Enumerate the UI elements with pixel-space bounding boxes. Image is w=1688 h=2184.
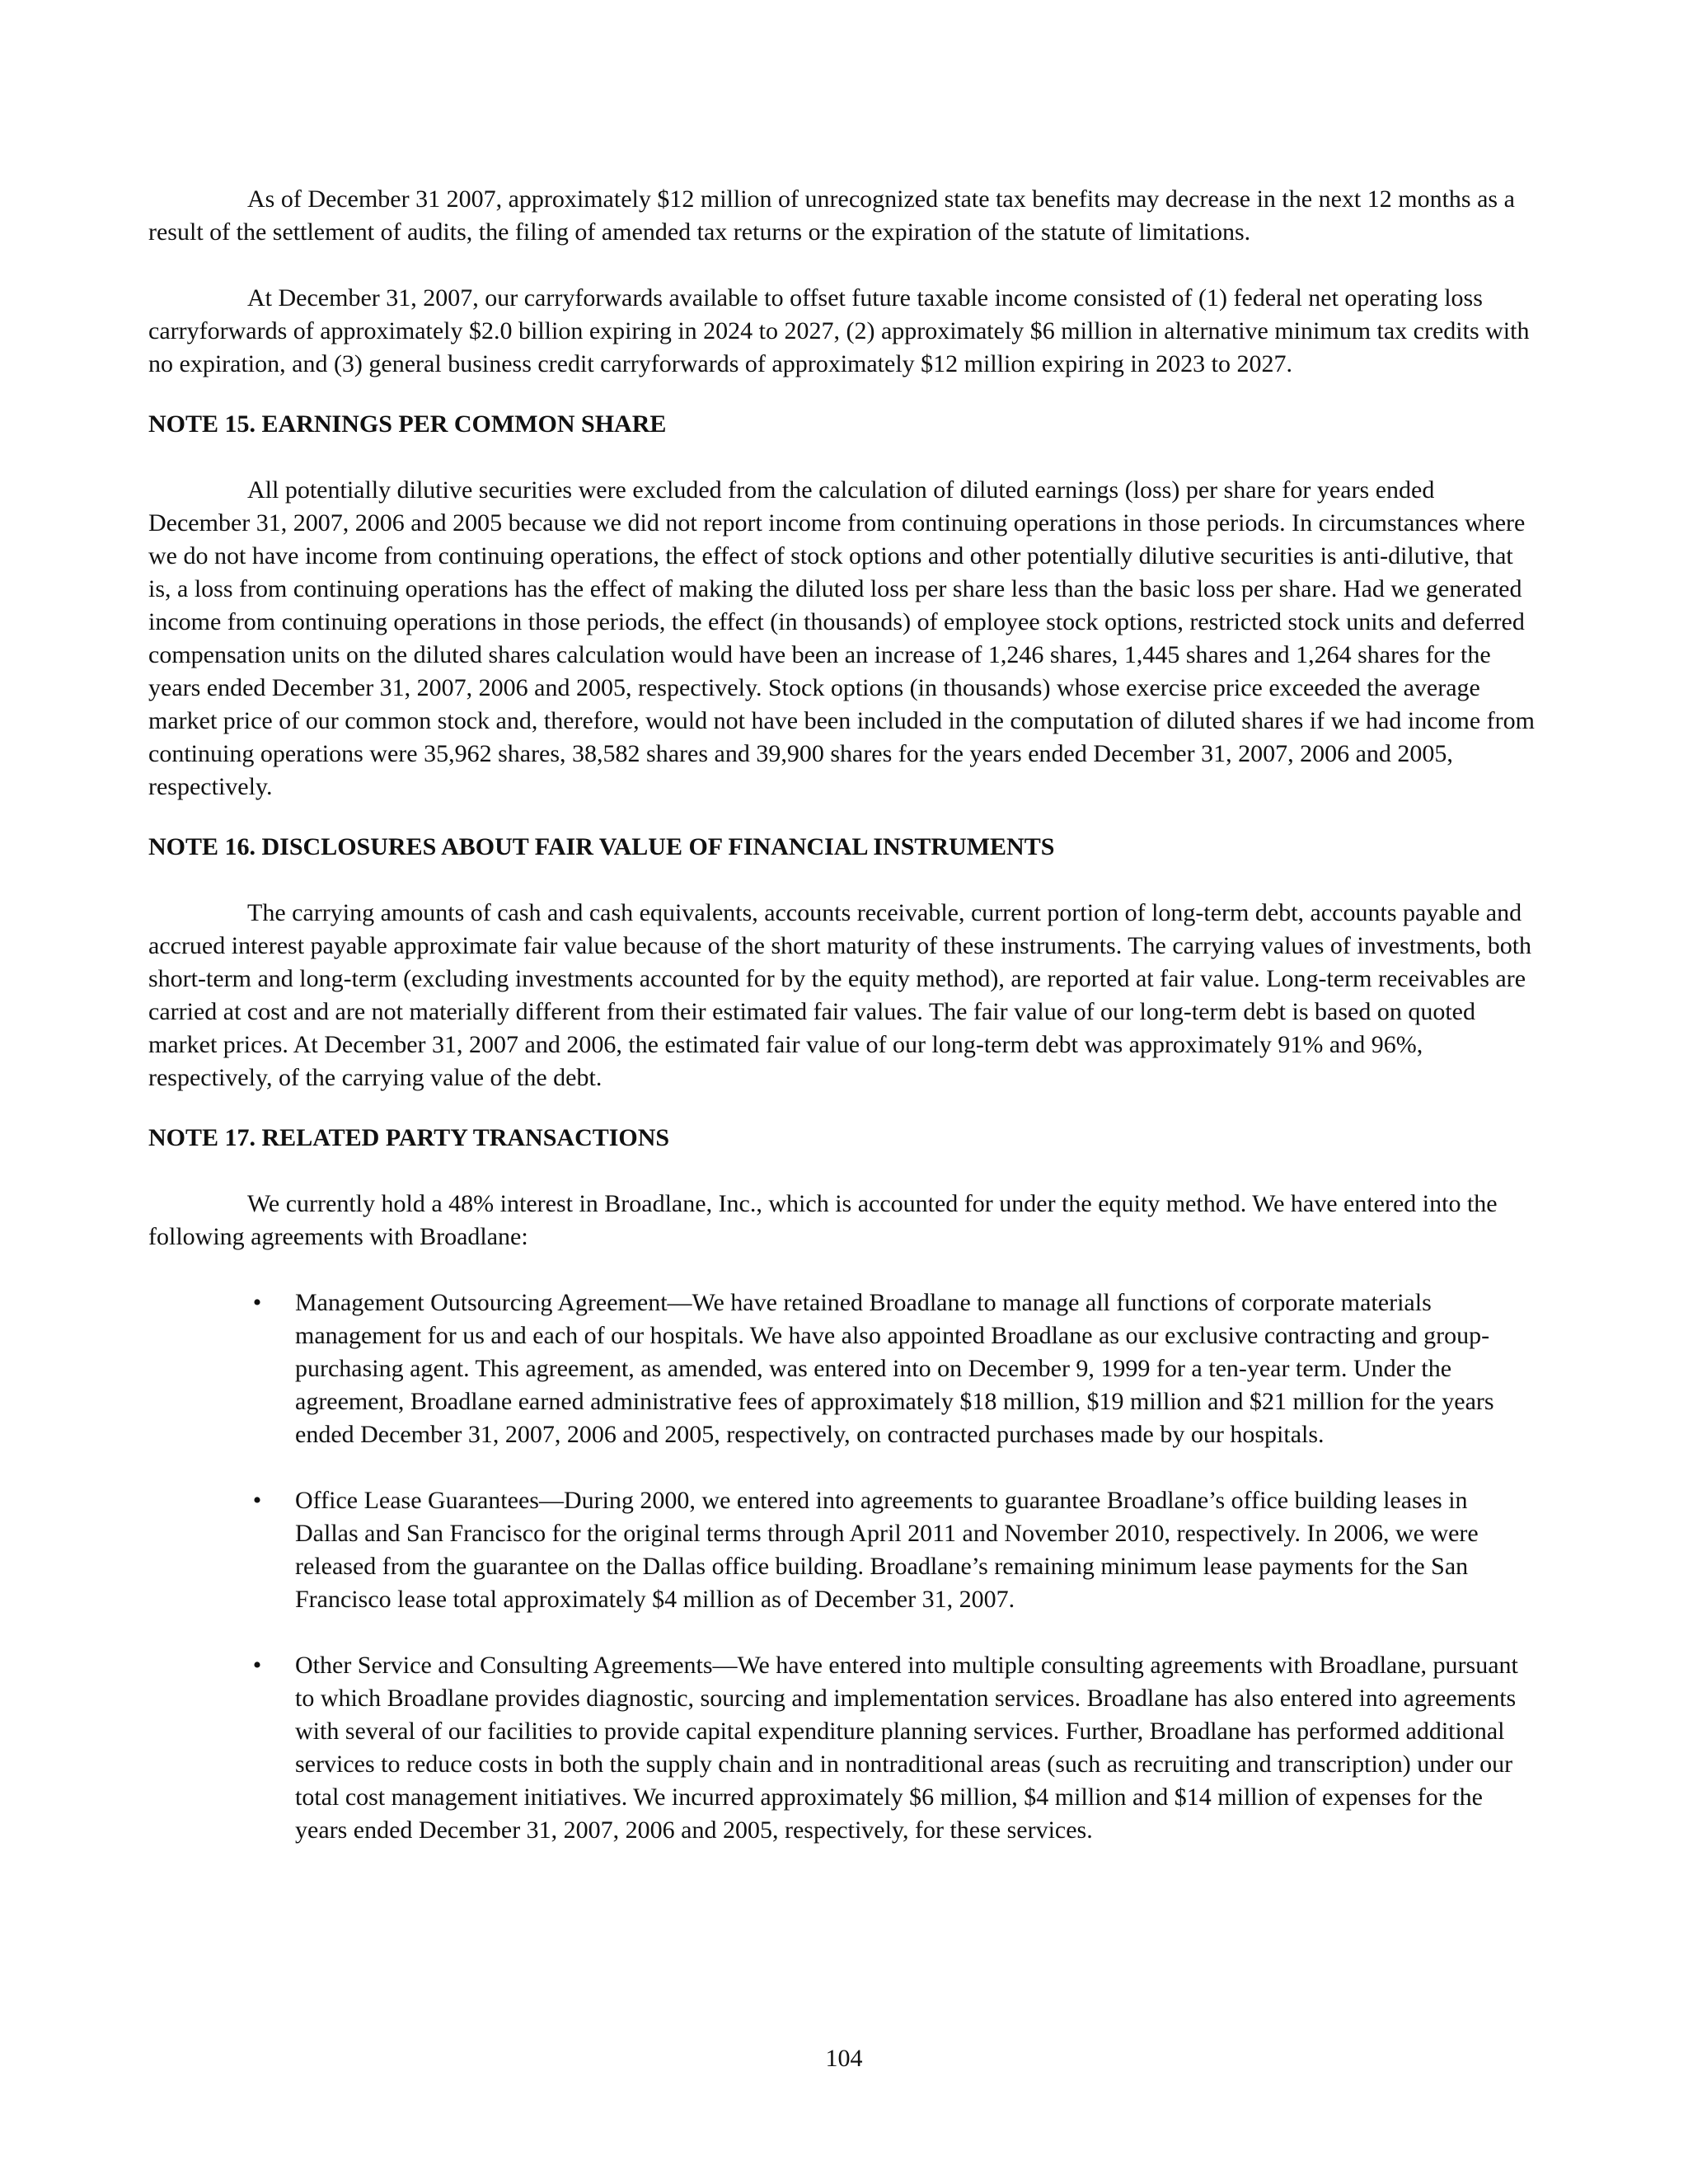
page-number: 104 <box>825 2045 863 2072</box>
list-item <box>148 1649 1541 1847</box>
paragraph-carryforwards: At December 31, 2007, our carryforwards available to offset future taxable income consisted of (1) federal net operating loss carryforwards of approximately $2.0 billion expiring in 2024 to 2027, (2) approximately $6 million in alternative minimum tax credits with no expiration, and (3) general business credit carryforwards of approximately $12 million expiring in 2023 to 2027. <box>148 284 1530 377</box>
heading-note-15: NOTE 15. EARNINGS PER COMMON SHARE <box>148 410 667 438</box>
list-item <box>148 1484 1541 1616</box>
paragraph-note-17: We currently hold a 48% interest in Broadlane, Inc., which is accounted for under the equity method. We have entered into the following agreements with Broadlane: <box>148 1190 1498 1250</box>
heading-note-17: NOTE 17. RELATED PARTY TRANSACTIONS <box>148 1124 670 1151</box>
list-item <box>148 1286 1541 1451</box>
list-item-text: Office Lease Guarantees—During 2000, we entered into agreements to guarantee Broadlane’s office building leases in Dallas and San Francisco for the original terms through April 2011 and November 2010, respectively. In 2006, we were released from the guarantee on the Dallas office building. Broadlane’s remaining minimum lease payments for the San Francisco lease total approximately $4 million as of December 31, 2007. <box>295 1487 1479 1613</box>
document-page <box>148 183 1541 1847</box>
bullet-icon: • <box>252 1652 262 1679</box>
paragraph-note-15: All potentially dilutive securities were excluded from the calculation of diluted earnings (loss) per share for years ended December 31, 2007, 2006 and 2005 because we did not report income from continuing operations in those periods. In circumstances where we do not have income from continuing operations, the effect of stock options and other potentially dilutive securities is anti-dilutive, that is, a loss from continuing operations has the effect of making the diluted loss per share less than the basic loss per share. Had we generated income from continuing operations in those periods, the effect (in thousands) of employee stock options, restricted stock units and deferred compensation units on the diluted shares calculation would have been an increase of 1,246 shares, 1,445 shares and 1,264 shares for the years ended December 31, 2007, 2006 and 2005, respectively. Stock options (in thousands) whose exercise price exceeded the average market price of our common stock and, therefore, would not have been included in the computation of diluted shares if we had income from continuing operations were 35,962 shares, 38,582 shares and 39,900 shares for the years ended December 31, 2007, 2006 and 2005, respectively. <box>148 476 1535 800</box>
paragraph-note-16: The carrying amounts of cash and cash equivalents, accounts receivable, current portion of long-term debt, accounts payable and accrued interest payable approximate fair value because of the short maturity of these instruments. The carrying values of investments, both short-term and long-term (excluding investments accounted for by the equity method), are reported at fair value. Long-term receivables are carried at cost and are not materially different from their estimated fair values. The fair value of our long-term debt is based on quoted market prices. At December 31, 2007 and 2006, the estimated fair value of our long-term debt was approximately 91% and 96%, respectively, of the carrying value of the debt. <box>148 899 1532 1091</box>
paragraph-unrecognized-tax-benefits: As of December 31 2007, approximately $12 million of unrecognized state tax benefits may decrease in the next 12 months as a result of the settlement of audits, the filing of amended tax returns or the expiration of the statute of limitations. <box>148 185 1515 246</box>
heading-note-16: NOTE 16. DISCLOSURES ABOUT FAIR VALUE OF FINANCIAL INSTRUMENTS <box>148 833 1055 860</box>
list-item-text: Management Outsourcing Agreement—We have retained Broadlane to manage all functions of corporate materials management for us and each of our hospitals. We have also appointed Broadlane as our exclusive contracting and group-purchasing agent. This agreement, as amended, was entered into on December 9, 1999 for a ten-year term. Under the agreement, Broadlane earned administrative fees of approximately $18 million, $19 million and $21 million for the years ended December 31, 2007, 2006 and 2005, respectively, on contracted purchases made by our hospitals. <box>295 1289 1494 1448</box>
bullet-icon: • <box>252 1487 262 1514</box>
bullet-icon: • <box>252 1289 262 1316</box>
broadlane-agreements-list <box>148 1286 1541 1847</box>
list-item-text: Other Service and Consulting Agreements—We have entered into multiple consulting agreements with Broadlane, pursuant to which Broadlane provides diagnostic, sourcing and implementation services. Broadlane has also entered into agreements with several of our facilities to provide capital expenditure planning services. Further, Broadlane has performed additional services to reduce costs in both the supply chain and in nontraditional areas (such as recruiting and transcription) under our total cost management initiatives. We incurred approximately $6 million, $4 million and $14 million of expenses for the years ended December 31, 2007, 2006 and 2005, respectively, for these services. <box>295 1652 1518 1844</box>
